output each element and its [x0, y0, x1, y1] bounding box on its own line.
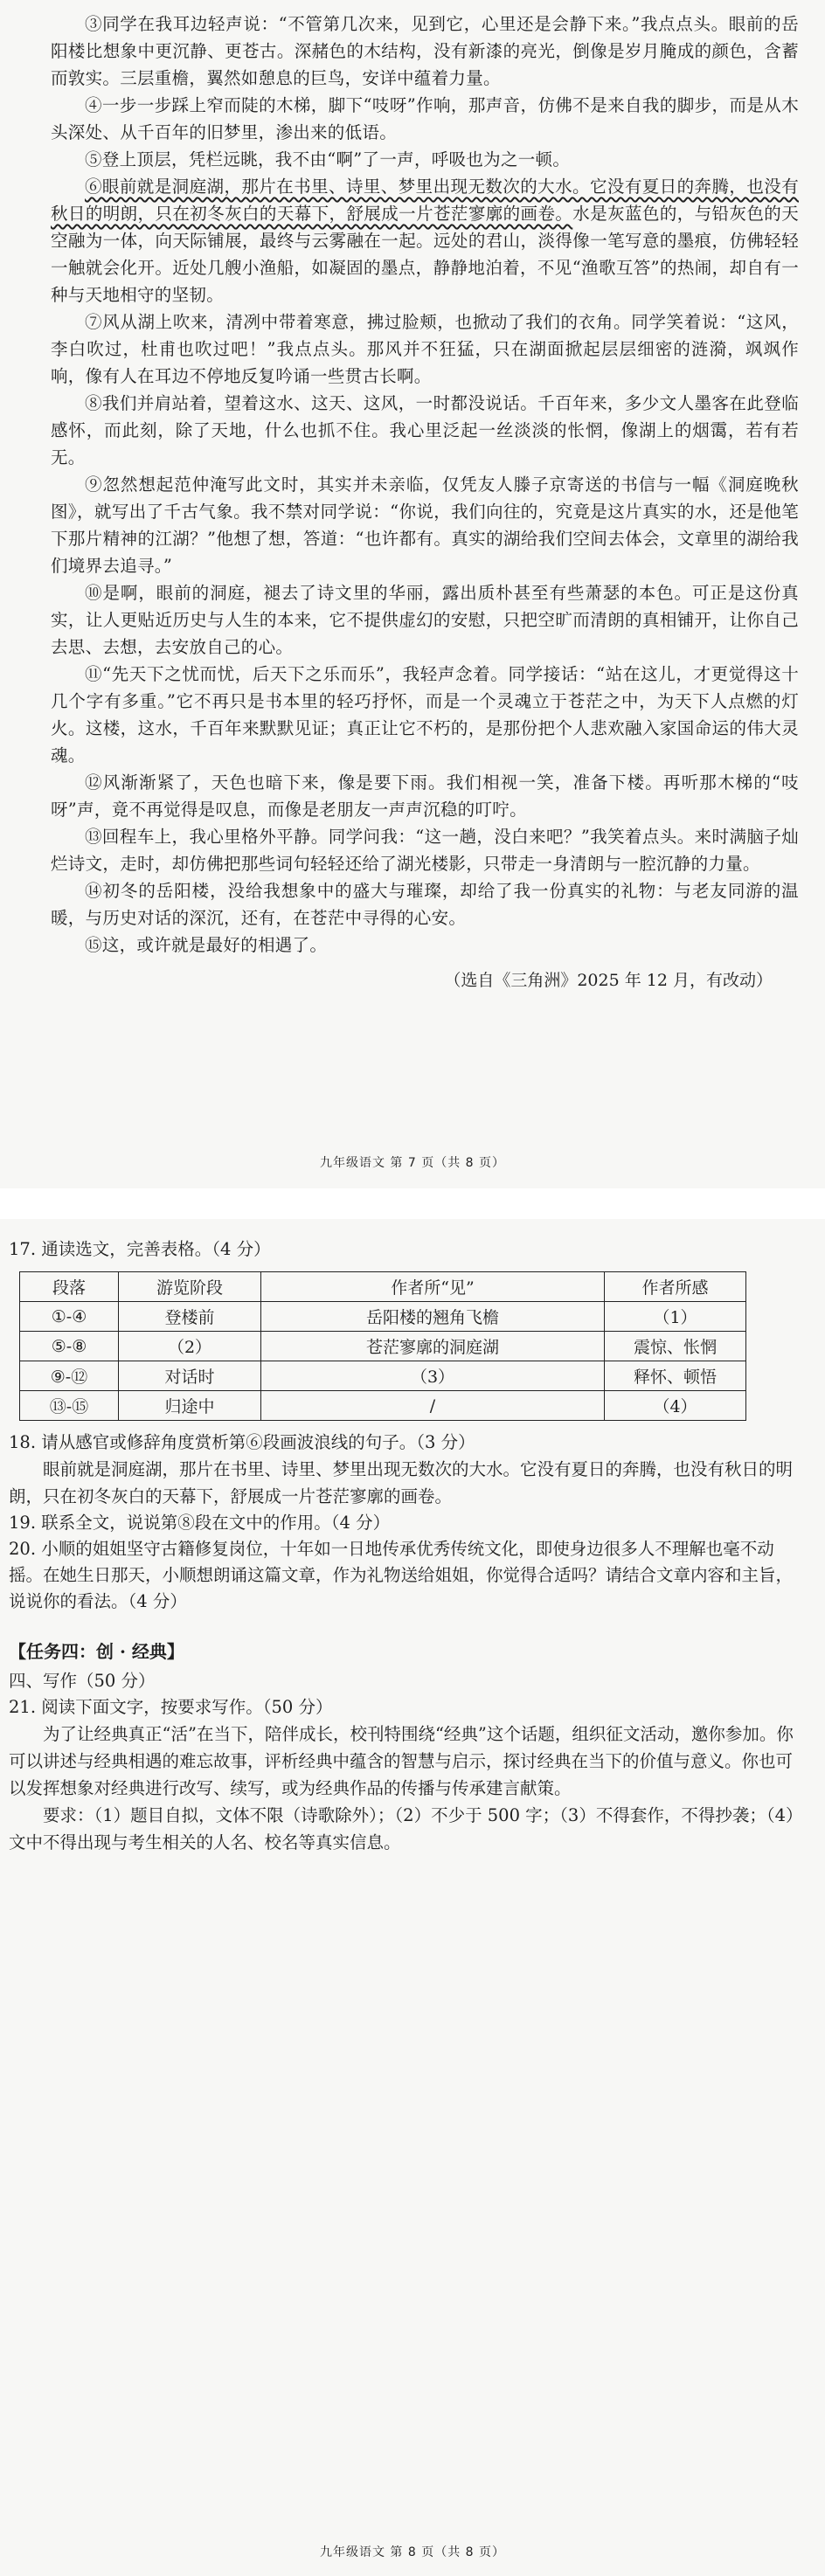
table-cell: 震惊、怅惘: [605, 1332, 746, 1361]
exam-page-8: [0, 1219, 825, 2576]
paragraph-3: ③同学在我耳边轻声说：“不管第几次来，见到它，心里还是会静下来。”我点点头。眼前的岳阳楼比想象中更沉静、更苍古。深赭色的木结构，没有新漆的亮光，倒像是岁月腌成的颜色，含蓄而敦实。三层重檐，翼然如憩息的巨鸟，安详中蕴着力量。: [51, 14, 799, 88]
table-cell: ①-④: [20, 1302, 119, 1332]
answer-blank-1[interactable]: （1）: [605, 1302, 746, 1332]
section-4-heading: 四、写作（50 分）: [9, 1671, 156, 1691]
question-19: 19. 联系全文，说说第⑧段在文中的作用。（4 分）: [9, 1513, 391, 1533]
table-cell: 归途中: [119, 1391, 261, 1421]
question-18-quote: 眼前就是洞庭湖，那片在书里、诗里、梦里出现无数次的大水。它没有夏日的奔腾，也没有秋日的明朗，只在初冬灰白的天幕下，舒展成一片苍茫寥廓的画卷。: [9, 1459, 794, 1506]
table-header-row: [20, 1272, 746, 1302]
paragraph-11: ⑪“先天下之忧而忧，后天下之乐而乐”，我轻声念着。同学接话：“站在这儿，才更觉得这十几个字有多重。”它不再只是书本里的轻巧抒怀，而是一个灵魂立于苍茫之中，为天下人点燃的灯火。这楼，这水，千百年来默默见证；真正让它不朽的，是那份把个人悲欢融入家国命运的伟大灵魂。: [51, 664, 799, 765]
paragraph-7: ⑦风从湖上吹来，清冽中带着寒意，拂过脸颊，也掀动了我们的衣角。同学笑着说：“这风，李白吹过，杜甫也吹过吧！”我点点头。那风并不狂猛，只在湖面掀起层层细密的涟漪，飒飒作响，像有人在耳边不停地反复吟诵一些贯古长啊。: [51, 312, 799, 386]
paragraph-15: ⑮这，或许就是最好的相遇了。: [85, 935, 328, 955]
table-cell: 岳阳楼的翘角飞檐: [261, 1302, 605, 1332]
table-cell: ⑬-⑮: [20, 1391, 119, 1421]
table-cell: 对话时: [119, 1361, 261, 1391]
paragraph-5: ⑤登上顶层，凭栏远眺，我不由“啊”了一声，呼吸也为之一顿。: [85, 149, 571, 170]
paragraph-13: ⑬回程车上，我心里格外平静。同学问我：“这一趟，没白来吧？”我笑着点头。来时满脑子灿烂诗文，走时，却仿佛把那些词句轻轻还给了湖光楼影，只带走一身清朗与一腔沉静的力量。: [51, 827, 799, 874]
table-header: 作者所感: [605, 1272, 746, 1302]
question-17: 17. 通读选文，完善表格。（4 分）: [9, 1239, 271, 1259]
answer-blank-4[interactable]: （4）: [605, 1391, 746, 1421]
table-cell: 释怀、顿悟: [605, 1361, 746, 1391]
writing-requirements: 要求：（1）题目自拟，文体不限（诗歌除外）；（2）不少于 500 字；（3）不得套作，不得抄袭；（4）文中不得出现与考生相关的人名、校名等真实信息。: [9, 1805, 803, 1852]
table-header: 游览阶段: [119, 1272, 261, 1302]
question-18: 18. 请从感官或修辞角度赏析第⑥段画波浪线的句子。（3 分）: [9, 1432, 475, 1452]
table-cell: 登楼前: [119, 1302, 261, 1332]
question-20: 20. 小顺的姐姐坚守古籍修复岗位，十年如一日地传承优秀传统文化，即使身边很多人不理解也毫不动摇。在她生日那天，小顺想朗诵这篇文章，作为礼物送给姐姐，你觉得合适吗？请结合文章内容和主旨，说说你的看法。（4 分）: [9, 1539, 794, 1611]
source-citation: （选自《三角洲》2025 年 12 月，有改动）: [444, 971, 773, 990]
paragraph-9: ⑨忽然想起范仲淹写此文时，其实并未亲临，仅凭友人滕子京寄送的书信与一幅《洞庭晚秋图》，就写出了千古气象。我不禁对同学说：“你说，我们向往的，究竟是这片真实的水，还是他笔下那片精神的江湖？”他想了想，答道：“也许都有。真实的湖给我们空间去体会，文章里的湖给我们境界去追寻。”: [51, 474, 799, 576]
table-row: [20, 1302, 746, 1332]
table-row: [20, 1391, 746, 1421]
wavy-underlined-sentence: ⑥眼前就是洞庭湖，那片在书里、诗里、梦里出现无数次的大水。它没有夏日的奔腾，也没有秋日的明朗，只在初冬灰白的天幕下，舒展成一片苍茫寥廓的画卷。: [51, 177, 799, 224]
task-4-title: 【任务四：创 · 经典】: [9, 1641, 184, 1662]
page-footer: 九年级语文 第 8 页（共 8 页）: [319, 2545, 506, 2559]
answer-blank-3[interactable]: （3）: [261, 1361, 605, 1391]
exam-page-7: [0, 0, 825, 1188]
table-cell: ⑨-⑫: [20, 1361, 119, 1391]
questions-block: [9, 1236, 804, 1856]
paragraph-6: [51, 173, 799, 308]
reading-passage: [51, 10, 799, 991]
table-cell: 苍茫寥廓的洞庭湖: [261, 1332, 605, 1361]
paragraph-4: ④一步一步踩上窄而陡的木梯，脚下“吱呀”作响，那声音，仿佛不是来自我的脚步，而是从木头深处、从千百年的旧梦里，渗出来的低语。: [51, 95, 799, 142]
paragraph-6-rest: 水是灰蓝色的，与铅灰色的天空融为一体，向天际铺展，最终与云雾融在一起。远处的君山，淡得像一笔写意的墨痕，仿佛轻轻一触就会化开。近处几艘小渔船，如凝固的墨点，静静地泊着，不见“渔歌互答”的热闹，却自有一种与天地相守的坚韧。: [51, 204, 799, 305]
table-header: 段落: [20, 1272, 119, 1302]
fill-in-table: [19, 1271, 746, 1421]
paragraph-8: ⑧我们并肩站着，望着这水、这天、这风，一时都没说话。千百年来，多少文人墨客在此登临感怀，而此刻，除了天地，什么也抓不住。我心里泛起一丝淡淡的怅惘，像湖上的烟霭，若有若无。: [51, 393, 799, 467]
table-row: [20, 1332, 746, 1361]
paragraph-10: ⑩是啊，眼前的洞庭，褪去了诗文里的华丽，露出质朴甚至有些萧瑟的本色。可正是这份真实，让人更贴近历史与人生的本来，它不提供虚幻的安慰，只把空旷而清朗的真相铺开，让你自己去思、去想，去安放自己的心。: [51, 583, 799, 657]
answer-blank-2[interactable]: （2）: [119, 1332, 261, 1361]
writing-prompt: 为了让经典真正“活”在当下，陪伴成长，校刊特围绕“经典”这个话题，组织征文活动，邀你参加。你可以讲述与经典相遇的难忘故事，评析经典中蕴含的智慧与启示，探讨经典在当下的价值与意义。你也可以发挥想象对经典进行改写、续写，或为经典作品的传播与传承建言献策。: [9, 1724, 794, 1798]
question-21: 21. 阅读下面文字，按要求写作。（50 分）: [9, 1697, 333, 1717]
paragraph-12: ⑫风渐渐紧了，天色也暗下来，像是要下雨。我们相视一笑，准备下楼。再听那木梯的“吱呀”声，竟不再觉得是叹息，而像是老朋友一声声沉稳的叮咛。: [51, 772, 799, 820]
table-row: [20, 1361, 746, 1391]
table-cell: /: [261, 1391, 605, 1421]
paragraph-14: ⑭初冬的岳阳楼，没给我想象中的盛大与璀璨，却给了我一份真实的礼物：与老友同游的温暖，与历史对话的深沉，还有，在苍茫中寻得的心安。: [51, 881, 799, 928]
table-cell: ⑤-⑧: [20, 1332, 119, 1361]
page-footer: 九年级语文 第 7 页（共 8 页）: [319, 1156, 506, 1170]
table-header: 作者所“见”: [261, 1272, 605, 1302]
